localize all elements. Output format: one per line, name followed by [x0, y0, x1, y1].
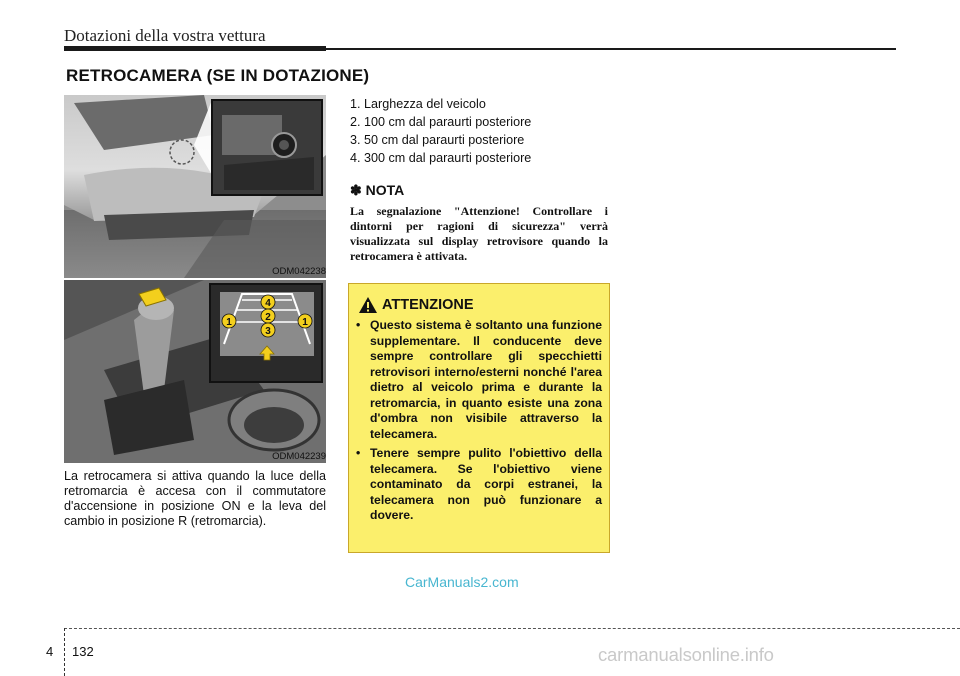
warning-item-text: Tenere sempre pulito l'obiettivo della telecamera. Se l'obiettivo viene contaminato da corpi estranei, la telecamera non può funzionare a dovere. — [370, 446, 602, 522]
page-number: 132 — [72, 644, 94, 659]
figure-label: 4 — [265, 298, 271, 309]
warning-heading: ATTENZIONE — [382, 297, 474, 313]
legend-list — [350, 95, 531, 167]
header-rule-thin — [326, 48, 896, 50]
figure-label: 1 — [226, 317, 232, 328]
gear-display-illustration — [64, 280, 326, 463]
warning-icon — [358, 296, 378, 314]
watermark-link[interactable]: CarManuals2.com — [405, 574, 519, 590]
page-section-number: 4 — [46, 644, 54, 659]
figure-label: 3 — [265, 326, 271, 337]
header-rule-thick — [64, 46, 326, 51]
figure-code-top: ODM042238 — [272, 266, 326, 277]
footer-watermark[interactable]: carmanualsonline.info — [598, 644, 774, 665]
warning-item — [356, 446, 602, 524]
footer-rule — [64, 628, 960, 629]
list-item: 3. 50 cm dal paraurti posteriore — [350, 133, 525, 147]
header-title: Dotazioni della vostra vettura — [64, 26, 266, 45]
nota-text: La segnalazione "Attenzione! Controllare i dintorni per ragioni di sicurezza" verrà visualizzata sul display retrovisore quando la retrocamera è attivata. — [350, 204, 608, 263]
rear-camera-photo — [64, 95, 326, 278]
warning-list — [356, 318, 602, 528]
rear-camera-illustration — [64, 95, 326, 278]
list-item: 2. 100 cm dal paraurti posteriore — [350, 115, 532, 129]
body-paragraph: La retrocamera si attiva quando la luce della retromarcia è accesa con il commutatore d'accensione in posizione ON e la leva del cambio in posizione R (retromarcia). — [64, 469, 326, 528]
figure-label: 2 — [265, 312, 271, 323]
gear-display-photo — [64, 280, 326, 463]
nota-heading: ✽ NOTA — [350, 182, 405, 198]
figure-code-bottom: ODM042239 — [272, 451, 326, 462]
warning-item — [356, 318, 602, 442]
list-item: 1. Larghezza del veicolo — [350, 97, 486, 111]
footer-divider — [64, 628, 65, 676]
bullet-icon: • — [356, 318, 361, 332]
warning-item-text: Questo sistema è soltanto una funzione supplementare. Il conducente deve sempre controllare gli specchietti retrovisori interno/esterni nonché l'area dietro al veicolo prima e durante la retromarcia, in quanto esiste una zona d'ombra non visibile attraverso la telecamera. — [370, 318, 602, 441]
bullet-icon: • — [356, 446, 361, 460]
list-item: 4. 300 cm dal paraurti posteriore — [350, 151, 532, 165]
section-title: RETROCAMERA (SE IN DOTAZIONE) — [66, 66, 370, 85]
figure-label: 1 — [302, 317, 308, 328]
